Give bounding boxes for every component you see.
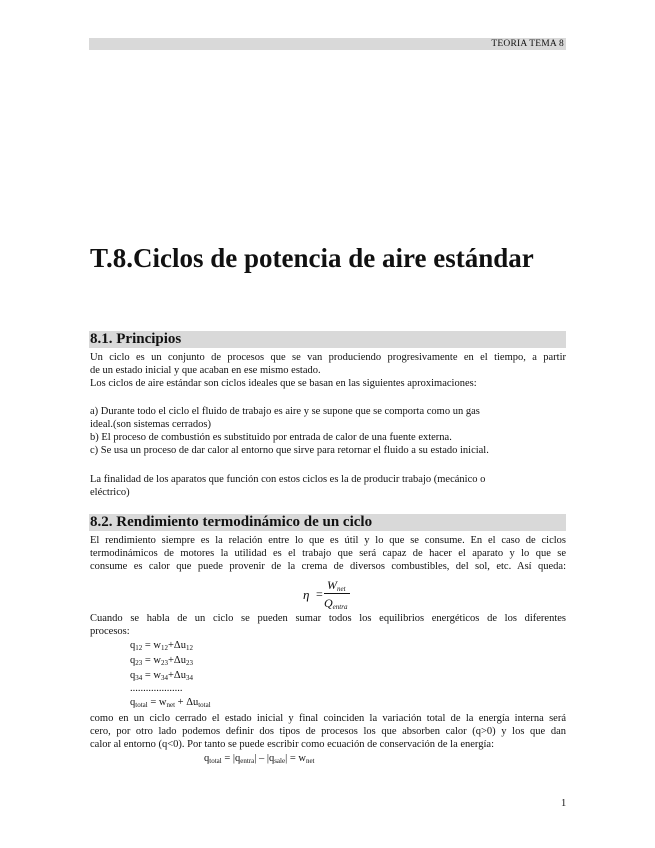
equation-dots: .................... [130, 683, 183, 694]
paragraph-line: eléctrico) [90, 487, 130, 498]
paragraph-line: cero, por otro lado podemos definir dos tipos de procesos los que absorben calor (q>0) y los que dan [90, 726, 566, 737]
list-item-b: b) El proceso de combustión es substituido por entrada de calor de una fuente externa. [90, 432, 452, 443]
numerator: $W_{net}$ [327, 578, 346, 593]
paragraph-line: termodinámicos de motores la utilidad es el trabajo que será capaz de hacer el aparato y lo que se [90, 548, 566, 559]
paragraph-line: La finalidad de los aparatos que función con estos ciclos es la de producir trabajo (mecánico o [90, 474, 486, 485]
eta-symbol: η [303, 587, 310, 602]
list-item-c: c) Se usa un proceso de dar calor al entorno que sirve para retornar el fluido a su estado inicial. [90, 445, 489, 456]
chapter-title: T.8.Ciclos de potencia de aire estándar [90, 243, 534, 273]
list-item-a: a) Durante todo el ciclo el fluido de trabajo es aire y se supone que se comporta como un gas [90, 406, 480, 417]
paragraph-line: procesos: [90, 626, 130, 637]
equation-q34: $q_{34} = w_{34}+\Delta u_{34}$ [130, 670, 193, 682]
running-title: TEORIA TEMA 8 [491, 39, 564, 49]
paragraph-line: Cuando se habla de un ciclo se pueden sumar todos los equilibrios energéticos de los diferentes [90, 613, 566, 624]
denominator: $Q_{entra}$ [324, 596, 348, 611]
paragraph-line: como en un ciclo cerrado el estado inicial y final coinciden la variación total de la energía interna será [90, 713, 566, 724]
paragraph-line: calor al entorno (q<0). Por tanto se puede escribir como ecuación de conservación de la energía: [90, 739, 494, 750]
fraction-line [324, 593, 350, 594]
equation-q23: $q_{23} = w_{23}+\Delta u_{23}$ [130, 655, 193, 667]
section-1-title: 8.1. Principios [90, 331, 182, 347]
list-item-a-cont: ideal.(son sistemas cerrados) [90, 419, 212, 430]
paragraph-line: El rendimiento siempre es la relación entre lo que es útil y lo que se consume. En el caso de ciclos [90, 535, 566, 546]
equation-q12: $q_{12} = w_{12}+\Delta u_{12}$ [130, 640, 193, 652]
equation-energy-balance: $q_{total} = |q_{entra}| - |q_{sale}| = w_{net}$ [204, 753, 315, 765]
paragraph-line: Los ciclos de aire estándar son ciclos ideales que se basan en las siguientes aproximaciones: [90, 378, 477, 389]
equation-qtotal: $q_{total} = w_{net} + \Delta u_{total}$ [130, 697, 211, 709]
equals-sign: = [316, 587, 323, 601]
paragraph-line: consume es calor que puede provenir de la crema de diversos combustibles, del sol, etc. Así queda: [90, 561, 566, 572]
section-2-title: 8.2. Rendimiento termodinámico de un ciclo [90, 514, 373, 530]
paragraph-line: de un estado inicial y que acaban en ese mismo estado. [90, 365, 321, 376]
paragraph-line: Un ciclo es un conjunto de procesos que se van produciendo progresivamente en el tiempo, a partir [90, 352, 566, 363]
page-number: 1 [561, 798, 567, 809]
